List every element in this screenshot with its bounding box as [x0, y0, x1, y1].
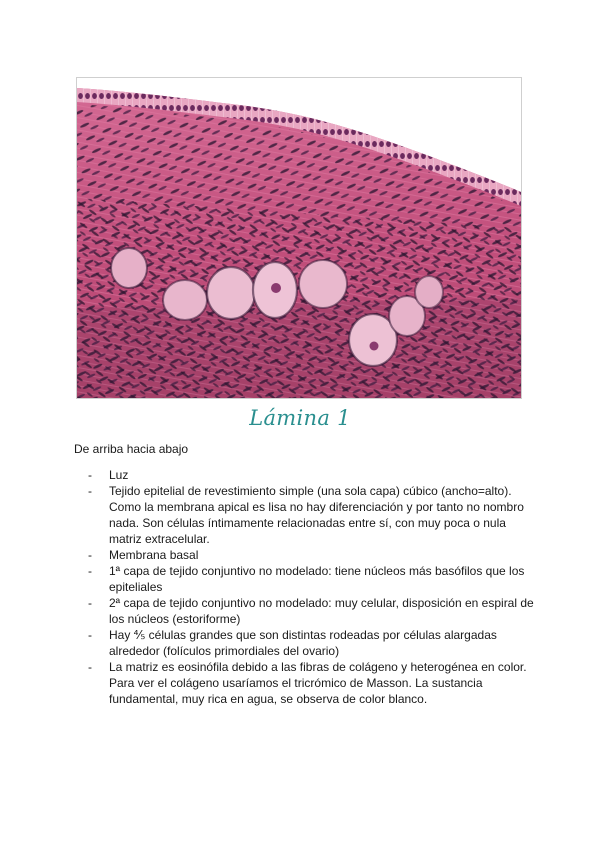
list-item [74, 547, 534, 563]
list-dash: - [88, 596, 92, 610]
list-item [74, 595, 534, 627]
list-item [74, 467, 534, 483]
description-list [74, 467, 534, 707]
list-item-text: Luz [109, 468, 129, 482]
list-dash: - [88, 484, 92, 498]
list-item-text: Hay ⅘ células grandes que son distintas rodeadas por células alargadas alrededor (folículos primordiales del ovario) [109, 628, 497, 658]
list-item-text: 2ª capa de tejido conjuntivo no modelado: muy celular, disposición en espiral de los núcleos (estoriforme) [109, 596, 534, 626]
list-item [74, 563, 534, 595]
list-item [74, 483, 534, 547]
list-dash: - [88, 660, 92, 674]
intro-text: De arriba hacia abajo [74, 442, 189, 456]
list-item [74, 659, 534, 707]
list-item [74, 627, 534, 659]
list-dash: - [88, 468, 92, 482]
list-item-text: Membrana basal [109, 548, 199, 562]
list-item-text: 1ª capa de tejido conjuntivo no modelado: tiene núcleos más basófilos que los epiteliales [109, 564, 525, 594]
list-dash: - [88, 628, 92, 642]
list-dash: - [88, 564, 92, 578]
page-title: Lámina 1 [249, 406, 351, 430]
list-dash: - [88, 548, 92, 562]
list-item-text: La matriz es eosinófila debido a las fibras de colágeno y heterogénea en color. Para ver el colágeno usaríamos el tricrómico de Masson. La sustancia fundamental, muy rica en agua, se observa de color blanco. [109, 660, 527, 706]
micrograph-image [77, 78, 521, 398]
list-item-text: Tejido epitelial de revestimiento simple (una sola capa) cúbico (ancho=alto). Como la membrana apical es lisa no hay diferenciación y por tanto no nombro nada. Son células íntimamente relacionadas entre sí, con muy poca o nula matriz extracelular. [109, 484, 524, 546]
histology-micrograph [76, 77, 522, 399]
